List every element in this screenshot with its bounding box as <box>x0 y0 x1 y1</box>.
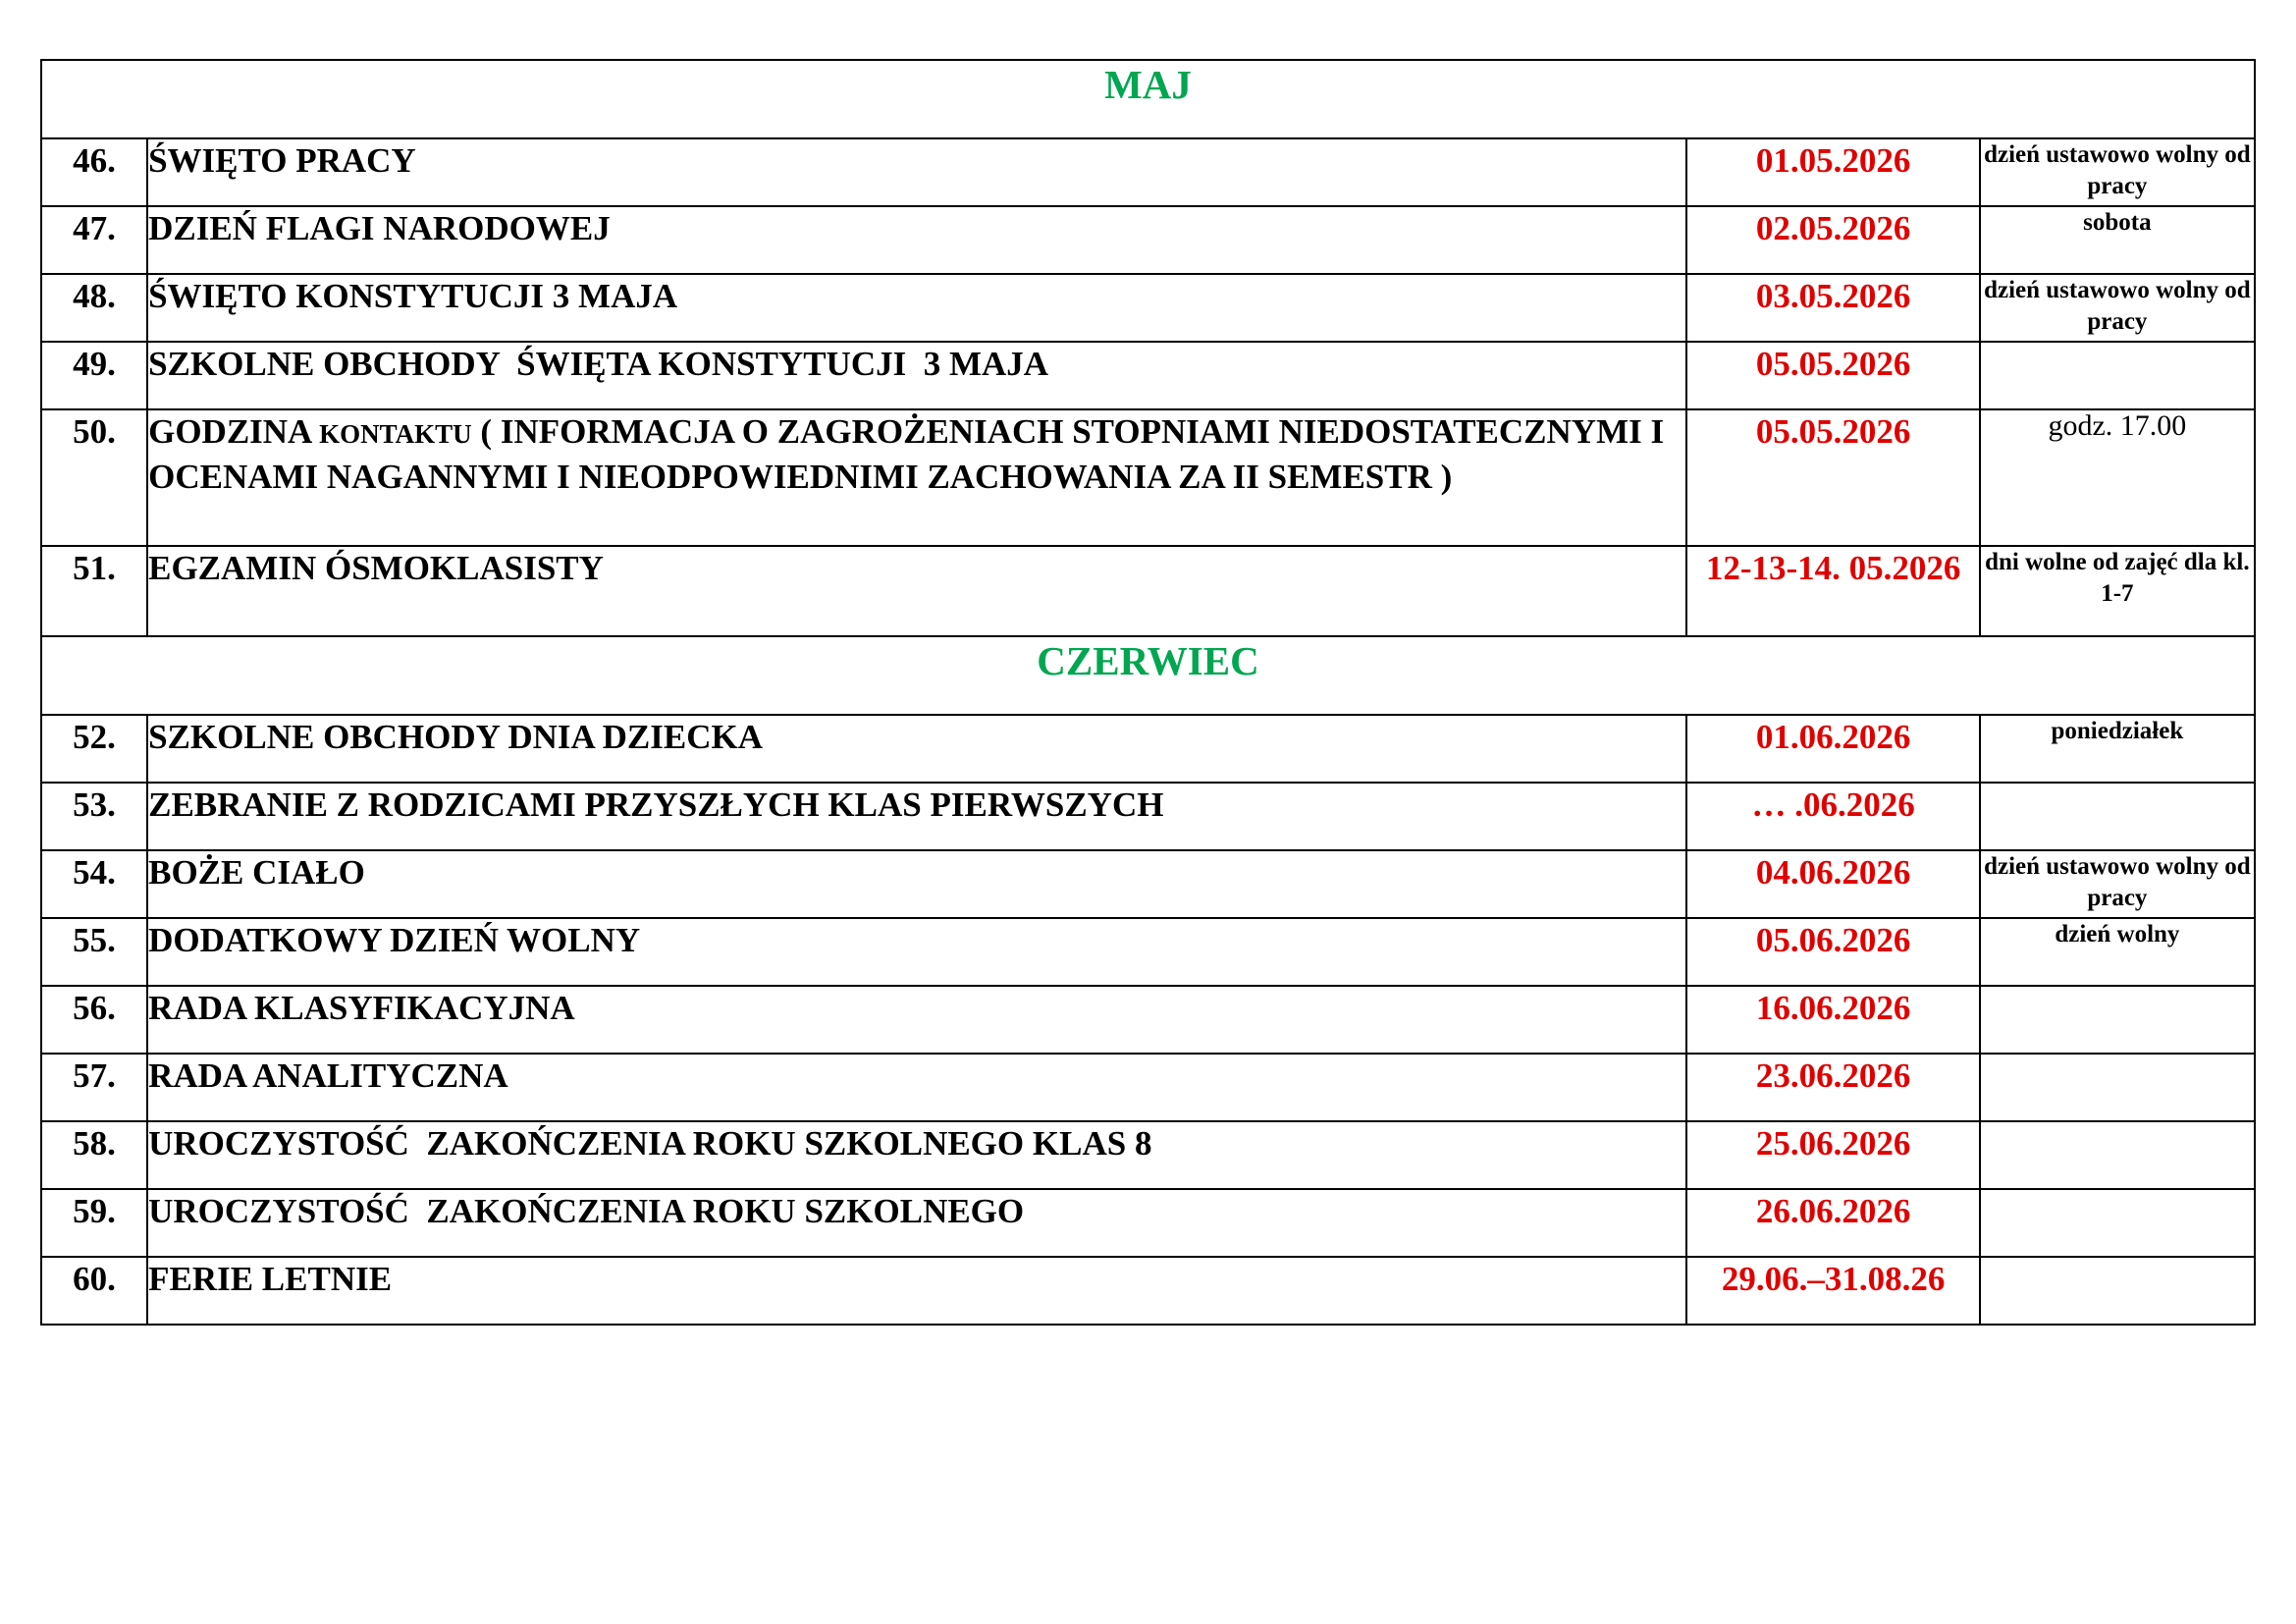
table-row <box>41 342 2255 409</box>
event-name-rest: ( INFORMACJA O ZAGROŻENIACH STOPNIAMI NIEDOSTATECZNYMI I OCENAMI NAGANNYMI I NIEODPOWIEDNIMI ZACHOWANIA ZA II SEMESTR ) <box>148 412 1665 496</box>
event-name: DODATKOWY DZIEŃ WOLNY <box>147 918 1686 986</box>
event-note: dzień ustawowo wolny od pracy <box>1980 274 2255 342</box>
table-row <box>41 138 2255 206</box>
event-note <box>1980 1054 2255 1121</box>
event-name: ŚWIĘTO KONSTYTUCJI 3 MAJA <box>147 274 1686 342</box>
table-row <box>41 1257 2255 1325</box>
event-date: 02.05.2026 <box>1686 206 1979 274</box>
event-date: 01.05.2026 <box>1686 138 1979 206</box>
month-title-june: CZERWIEC <box>41 636 2255 715</box>
event-name-prefix: GODZINA <box>148 412 311 451</box>
event-note <box>1980 1257 2255 1325</box>
event-name: SZKOLNE OBCHODY ŚWIĘTA KONSTYTUCJI 3 MAJA <box>147 342 1686 409</box>
event-note <box>1980 1121 2255 1189</box>
row-number: 47. <box>41 206 147 274</box>
row-number: 56. <box>41 986 147 1054</box>
event-note <box>1980 342 2255 409</box>
event-name: FERIE LETNIE <box>147 1257 1686 1325</box>
table-row <box>41 206 2255 274</box>
table-row <box>41 850 2255 918</box>
event-date: 05.05.2026 <box>1686 409 1979 546</box>
event-date: 05.05.2026 <box>1686 342 1979 409</box>
event-name: DZIEŃ FLAGI NARODOWEJ <box>147 206 1686 274</box>
table-row <box>41 274 2255 342</box>
event-name: ZEBRANIE Z RODZICAMI PRZYSZŁYCH KLAS PIERWSZYCH <box>147 783 1686 850</box>
table-row <box>41 783 2255 850</box>
table-row <box>41 546 2255 636</box>
row-number: 59. <box>41 1189 147 1257</box>
table-row <box>41 1054 2255 1121</box>
event-date: 05.06.2026 <box>1686 918 1979 986</box>
table-row <box>41 986 2255 1054</box>
event-name: RADA KLASYFIKACYJNA <box>147 986 1686 1054</box>
event-name: UROCZYSTOŚĆ ZAKOŃCZENIA ROKU SZKOLNEGO <box>147 1189 1686 1257</box>
row-number: 52. <box>41 715 147 783</box>
row-number: 55. <box>41 918 147 986</box>
event-date: 16.06.2026 <box>1686 986 1979 1054</box>
event-date: 26.06.2026 <box>1686 1189 1979 1257</box>
table-row <box>41 1189 2255 1257</box>
event-name: RADA ANALITYCZNA <box>147 1054 1686 1121</box>
event-note: sobota <box>1980 206 2255 274</box>
event-note: dzień wolny <box>1980 918 2255 986</box>
event-note <box>1980 783 2255 850</box>
event-name <box>147 409 1686 546</box>
event-date: 23.06.2026 <box>1686 1054 1979 1121</box>
row-number: 58. <box>41 1121 147 1189</box>
event-date: 03.05.2026 <box>1686 274 1979 342</box>
event-date: 04.06.2026 <box>1686 850 1979 918</box>
event-note: poniedziałek <box>1980 715 2255 783</box>
row-number: 53. <box>41 783 147 850</box>
row-number: 49. <box>41 342 147 409</box>
event-note: godz. 17.00 <box>1980 409 2255 546</box>
event-note <box>1980 1189 2255 1257</box>
row-number: 57. <box>41 1054 147 1121</box>
event-note: dni wolne od zajęć dla kl. 1-7 <box>1980 546 2255 636</box>
month-header-row <box>41 60 2255 138</box>
event-name: BOŻE CIAŁO <box>147 850 1686 918</box>
event-name: EGZAMIN ÓSMOKLASISTY <box>147 546 1686 636</box>
row-number: 54. <box>41 850 147 918</box>
event-name: ŚWIĘTO PRACY <box>147 138 1686 206</box>
table-row <box>41 918 2255 986</box>
month-header-row <box>41 636 2255 715</box>
row-number: 46. <box>41 138 147 206</box>
event-name: UROCZYSTOŚĆ ZAKOŃCZENIA ROKU SZKOLNEGO KLAS 8 <box>147 1121 1686 1189</box>
row-number: 60. <box>41 1257 147 1325</box>
event-note: dzień ustawowo wolny od pracy <box>1980 138 2255 206</box>
table-row <box>41 1121 2255 1189</box>
event-name: SZKOLNE OBCHODY DNIA DZIECKA <box>147 715 1686 783</box>
table-row <box>41 409 2255 546</box>
row-number: 50. <box>41 409 147 546</box>
row-number: 51. <box>41 546 147 636</box>
event-date: 01.06.2026 <box>1686 715 1979 783</box>
event-date: … .06.2026 <box>1686 783 1979 850</box>
table-row <box>41 715 2255 783</box>
event-note: dzień ustawowo wolny od pracy <box>1980 850 2255 918</box>
event-name-small: KONTAKTU <box>319 419 472 449</box>
event-date: 25.06.2026 <box>1686 1121 1979 1189</box>
event-date: 12-13-14. 05.2026 <box>1686 546 1979 636</box>
school-calendar-table <box>40 59 2256 1326</box>
month-title-may: MAJ <box>41 60 2255 138</box>
event-date: 29.06.–31.08.26 <box>1686 1257 1979 1325</box>
event-note <box>1980 986 2255 1054</box>
row-number: 48. <box>41 274 147 342</box>
